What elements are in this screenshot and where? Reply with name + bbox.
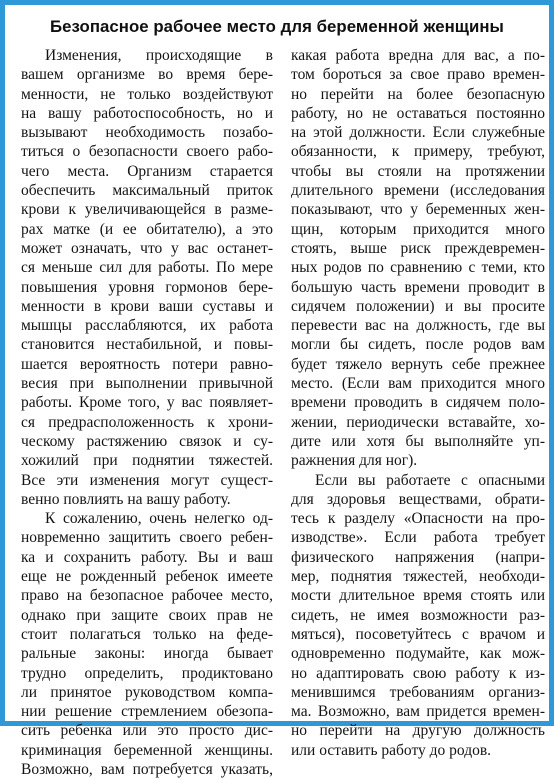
text-line: дите или хотя бы выполняйте уп- xyxy=(291,432,545,450)
text-line: повышения уровня гормонов бере- xyxy=(21,278,273,296)
text-line: могли бы сидеть, после родов вам xyxy=(291,336,545,354)
text-line: работу, но не оставаться постоянно xyxy=(291,104,545,122)
text-line: работы. Кроме того, у вас появляет- xyxy=(21,394,273,412)
text-line: но перейти на более безопасную xyxy=(291,85,545,103)
text-line: или оставить работу до родов. xyxy=(291,741,492,759)
text-line: физического напряжения (напри- xyxy=(291,548,545,566)
text-line: рах матке (и ее обитателю), а это xyxy=(21,220,273,238)
article-title: Безопасное рабочее место для беременной женщины xyxy=(50,17,504,36)
text-line: К сожалению, очень нелегко од- xyxy=(45,510,273,528)
text-line: шается вероятность потери равно- xyxy=(21,355,273,373)
text-line: стоит полагаться только на феде- xyxy=(21,625,273,643)
text-line: Все эти изменения могут сущест- xyxy=(21,471,273,489)
text-line: место. (Если вам приходится много xyxy=(291,375,545,393)
text-line: стоять, выше риск преждевремен- xyxy=(291,239,545,257)
text-line: ка и сохранить работу. Вы и ваш xyxy=(21,548,273,566)
text-line: вызывают необходимость позабо- xyxy=(21,124,273,142)
text-line: Если вы работаете с опасными xyxy=(315,471,545,489)
text-line: сить ребенка или это просто дис- xyxy=(21,722,273,740)
text-line: ся предрасположенность к хрони- xyxy=(21,413,273,431)
text-line: мер, поднятия тяжестей, необходи- xyxy=(291,568,545,586)
text-line: титься о безопасности своего рабо- xyxy=(21,143,273,161)
text-line: ли принятое руководством компа- xyxy=(21,683,273,701)
text-line: чтобы вы стояли на протяжении xyxy=(291,162,545,180)
text-line: однако при защите своих прав не xyxy=(21,606,273,624)
text-line: обеспечить максимальный приток xyxy=(21,182,273,200)
text-line: том бороться за свое право времен- xyxy=(291,66,545,84)
text-line: мышцы расслабляются, их работа xyxy=(21,317,273,335)
text-line: становится нестабильной, и повы- xyxy=(21,336,273,354)
text-line: щин, которым приходится много xyxy=(291,220,545,238)
text-line: мости длительное время стоять или xyxy=(291,587,545,605)
text-line: одновременно подумайте, как мож- xyxy=(291,645,545,663)
text-line: но адаптировать свою работу к из- xyxy=(291,664,545,682)
text-line: чего места. Организм старается xyxy=(21,162,273,180)
text-line: крови к увеличивающейся в разме- xyxy=(21,201,273,219)
text-line: ральные законы: иногда бывает xyxy=(21,645,273,663)
text-line: вашем организме во время бере- xyxy=(21,66,273,84)
text-line: венно повлиять на вашу работу. xyxy=(21,490,231,508)
text-line: для здоровья веществами, обрати- xyxy=(291,490,545,508)
text-line: какая работа вредна для вас, а по- xyxy=(291,47,545,64)
text-line: будет тяжело вернуть себе прежнее xyxy=(291,355,545,373)
right-column xyxy=(291,46,545,760)
text-line: сидеть, не имея возможности раз- xyxy=(291,606,545,624)
text-line: новременно защитить своего ребен- xyxy=(21,529,273,547)
text-line: перевести вас на должность, где вы xyxy=(291,317,545,335)
text-line: ражнения для ног). xyxy=(291,452,418,470)
text-line: менившимся требованиям организ- xyxy=(291,683,545,701)
text-line: тесь к разделу «Опасности на про- xyxy=(291,510,545,528)
text-line: менности в крови ваши суставы и xyxy=(21,297,273,315)
text-line: ных родов по сравнению с теми, кто xyxy=(291,259,545,277)
text-line: времени проводить в сидячем поло- xyxy=(291,394,545,412)
text-line: хожилий при поднятии тяжестей. xyxy=(21,452,273,470)
text-line: может означать, что у вас останет- xyxy=(21,239,273,257)
text-line: ческому растяжению связок и су- xyxy=(21,432,273,450)
text-line: еще не рожденный ребенок имеете xyxy=(21,568,273,586)
text-line: обязанности, к примеру, требуют, xyxy=(291,143,545,161)
text-line: криминация беременной женщины. xyxy=(21,741,273,759)
text-line: мяться), посоветуйтесь с врачом и xyxy=(291,625,545,643)
text-line: жении, периодически вставайте, хо- xyxy=(291,413,545,431)
text-line: сидячем положении) и вы просите xyxy=(291,297,545,315)
text-line: на этой должности. Если служебные xyxy=(291,124,545,142)
text-line: ся меньше сил для работы. По мере xyxy=(21,259,273,277)
text-line: но перейти на другую должность xyxy=(291,722,545,740)
text-line: право на безопасное рабочее место, xyxy=(21,587,273,605)
text-line: длительного времени (исследования xyxy=(291,182,545,200)
left-column xyxy=(21,46,273,779)
text-line: на вашу работоспособность, но и xyxy=(21,104,273,122)
text-line: изводстве». Если работа требует xyxy=(291,529,545,547)
text-line: трудно определить, продиктовано xyxy=(21,664,273,682)
text-line: Изменения, происходящие в xyxy=(45,47,273,64)
text-line: показывают, что у беременных жен- xyxy=(291,201,545,219)
text-line: нии решение стремлением обезопа- xyxy=(21,703,273,721)
text-line: большую часть времени проводит в xyxy=(291,278,545,296)
text-line: Возможно, вам потребуется указать, xyxy=(21,760,273,778)
text-line: весия при выполнении привычной xyxy=(21,375,273,393)
text-line: ма. Возможно, вам придется времен- xyxy=(291,703,545,721)
text-line: менности, не только воздействуют xyxy=(21,85,273,103)
